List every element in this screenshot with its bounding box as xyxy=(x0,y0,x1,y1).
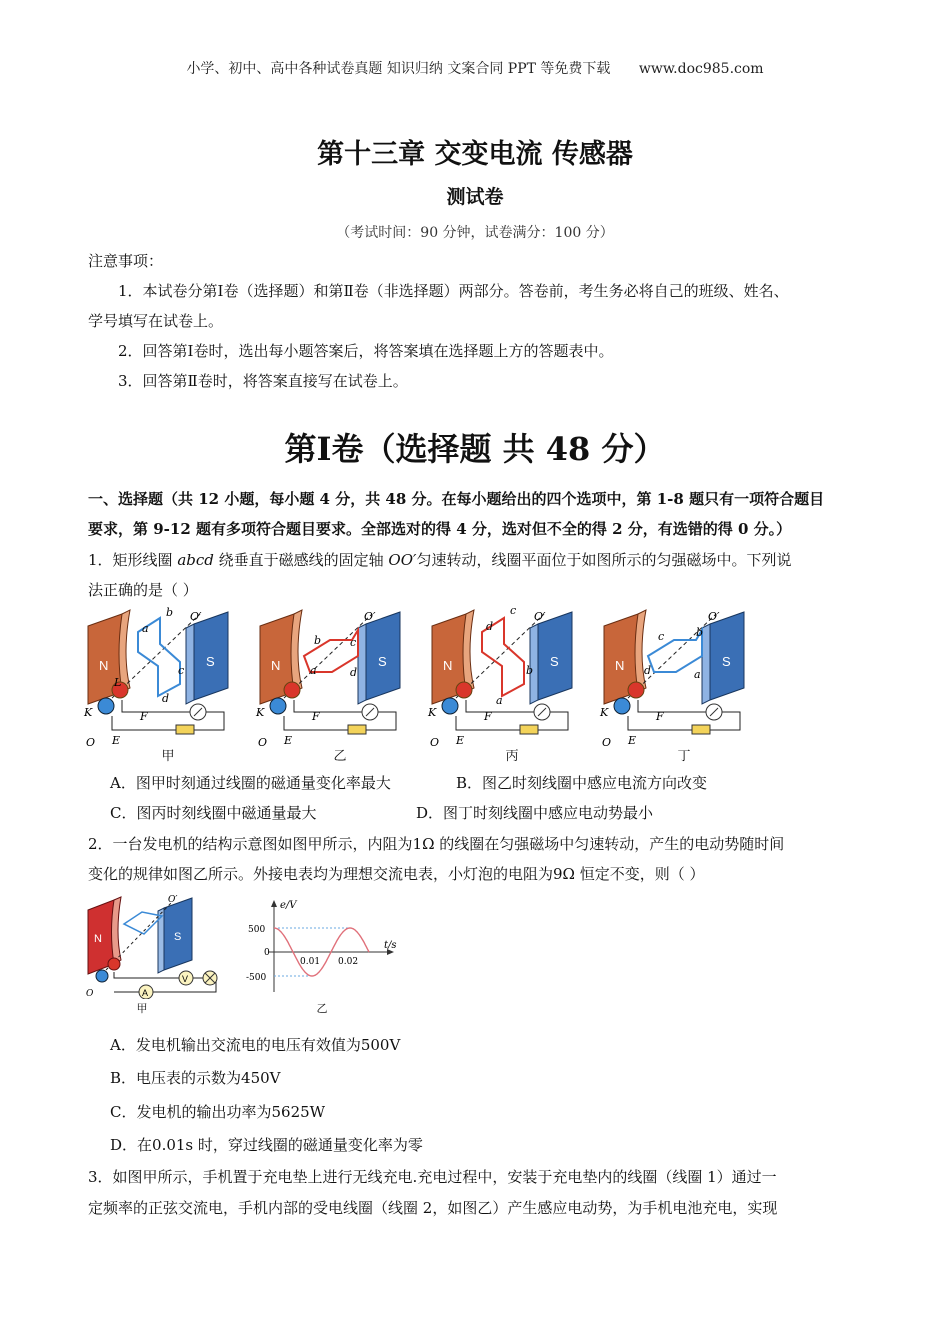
q1-text-b: 绕垂直于磁感线的固定轴 xyxy=(213,551,389,569)
svg-text:b: b xyxy=(314,634,322,647)
svg-text:E: E xyxy=(628,734,637,747)
q2-option-a: A．发电机输出交流电的电压有效值为500V xyxy=(110,1036,401,1054)
svg-text:O′: O′ xyxy=(708,610,720,623)
q1-stem-line-1 xyxy=(88,545,791,575)
svg-text:E: E xyxy=(284,734,293,747)
svg-text:V: V xyxy=(182,974,189,984)
svg-text:O: O xyxy=(86,736,96,749)
svg-text:E: E xyxy=(456,734,465,747)
x-axis-label: t/s xyxy=(384,940,397,951)
q1-option-d: D．图丁时刻线圈中感应电动势最小 xyxy=(416,804,654,822)
svg-text:d: d xyxy=(644,664,652,677)
q2-fig-label-a: 甲 xyxy=(136,1002,148,1015)
svg-text:c: c xyxy=(658,630,665,643)
svg-text:d: d xyxy=(162,692,170,705)
notice-item-2: 2．回答第Ⅰ卷时，选出每小题答案后，将答案填在选择题上方的答题表中。 xyxy=(118,342,614,360)
svg-text:F: F xyxy=(312,710,320,723)
q2-option-c: C．发电机的输出功率为5625W xyxy=(110,1103,326,1121)
q2-fig-label-b: 乙 xyxy=(316,1002,328,1015)
q2-option-b: B．电压表的示数为450V xyxy=(110,1069,281,1087)
svg-text:O: O xyxy=(430,736,440,749)
svg-text:a: a xyxy=(142,622,149,635)
q1-text-c: 匀速转动，线圈平面位于如图所示的匀强磁场中。下列说 xyxy=(416,551,792,569)
svg-text:O: O xyxy=(86,989,94,999)
section-title: 第Ⅰ卷（选择题 共 48 分） xyxy=(284,430,666,468)
svg-text:O′: O′ xyxy=(168,895,178,905)
header-url[interactable]: www.doc985.com xyxy=(638,61,764,77)
y-axis-arrow xyxy=(271,900,277,907)
q1-stem-line-2: 法正确的是（ ） xyxy=(88,581,198,599)
svg-text:L: L xyxy=(114,676,122,689)
q1-option-b: B．图乙时刻线圈中感应电流方向改变 xyxy=(456,774,708,792)
q1-text-a: 1．矩形线圈 xyxy=(88,551,178,569)
y-tick-neg500: -500 xyxy=(246,973,267,983)
y-tick-500: 500 xyxy=(248,925,266,935)
q1-fig-label-3: 丙 xyxy=(505,749,519,764)
svg-text:O′: O′ xyxy=(190,610,202,623)
q2-stem-line-1: 2．一台发电机的结构示意图如图甲所示，内阻为1Ω 的线圈在匀强磁场中匀速转动，产生的电动势随时间 xyxy=(88,835,785,853)
svg-text:K: K xyxy=(600,706,609,719)
svg-text:a: a xyxy=(310,664,317,677)
instructions-line-1: 一、选择题（共 12 小题，每小题 4 分，共 48 分。在每小题给出的四个选项中，第 1-8 题只有一项符合题目 xyxy=(88,490,825,508)
svg-text:O′: O′ xyxy=(534,610,546,623)
q1-option-a: A．图甲时刻通过线圈的磁通量变化率最大 xyxy=(110,774,391,792)
q1-option-c: C．图丙时刻线圈中磁通量最大 xyxy=(110,804,317,822)
svg-text:A: A xyxy=(142,988,149,998)
q1-fig-label-4: 丁 xyxy=(677,749,691,764)
q1-var-axis: OO′ xyxy=(388,551,417,569)
svg-text:c: c xyxy=(510,604,517,617)
svg-text:N: N xyxy=(94,933,102,945)
q1-fig-label-1: 甲 xyxy=(161,749,175,764)
q2-stem-line-2: 变化的规律如图乙所示。外接电表均为理想交流电表，小灯泡的电阻为9Ω 恒定不变，则（ ） xyxy=(88,865,705,883)
q1-var-abcd: abcd xyxy=(177,551,214,569)
notice-heading: 注意事项： xyxy=(88,252,164,270)
svg-text:O: O xyxy=(258,736,268,749)
svg-text:b: b xyxy=(526,664,534,677)
svg-text:F: F xyxy=(140,710,148,723)
header-text: 小学、初中、高中各种试卷真题 知识归纳 文案合同 PPT 等免费下载 xyxy=(186,61,611,77)
svg-text:d: d xyxy=(350,666,358,679)
q2-emf-chart xyxy=(244,896,404,996)
q1-fig-label-2: 乙 xyxy=(333,749,347,764)
svg-text:O: O xyxy=(602,736,612,749)
svg-text:F: F xyxy=(484,710,492,723)
y-tick-0: 0 xyxy=(264,948,270,958)
svg-text:d: d xyxy=(486,620,494,633)
q3-stem-line-2: 定频率的正弦交流电，手机内部的受电线圈（线圈 2，如图乙）产生感应电动势，为手机电池充电，实现 xyxy=(88,1199,778,1217)
svg-text:K: K xyxy=(428,706,437,719)
q2-generator-figure xyxy=(84,894,234,999)
svg-text:K: K xyxy=(84,706,93,719)
q1-figures xyxy=(82,604,762,764)
notice-item-1-cont: 学号填写在试卷上。 xyxy=(88,312,224,330)
notice-item-3: 3．回答第Ⅱ卷时，将答案直接写在试卷上。 xyxy=(118,372,408,390)
svg-text:S: S xyxy=(174,931,182,943)
svg-text:a: a xyxy=(694,668,701,681)
svg-text:K: K xyxy=(256,706,265,719)
q3-stem-line-1: 3．如图甲所示，手机置于充电垫上进行无线充电.充电过程中，安装于充电垫内的线圈（线圈 1）通过一 xyxy=(88,1168,777,1186)
svg-text:O′: O′ xyxy=(364,610,376,623)
page-header xyxy=(0,58,950,78)
svg-text:c: c xyxy=(178,664,185,677)
x-tick-0-01: 0.01 xyxy=(300,957,321,967)
svg-text:E: E xyxy=(112,734,121,747)
svg-text:F: F xyxy=(656,710,664,723)
exam-info: （考试时间：90 分钟，试卷满分：100 分） xyxy=(336,225,614,241)
svg-text:b: b xyxy=(166,606,174,619)
svg-text:a: a xyxy=(496,694,503,707)
instructions-line-2: 要求，第 9-12 题有多项符合题目要求。全部选对的得 4 分，选对但不全的得 2 分，有选错的得 0 分。） xyxy=(88,520,792,538)
svg-text:b: b xyxy=(696,626,704,639)
q2-option-d: D．在0.01s 时，穿过线圈的磁通量变化率为零 xyxy=(110,1136,423,1154)
page-title: 第十三章 交变电流 传感器 xyxy=(317,139,633,170)
notice-item-1: 1．本试卷分第Ⅰ卷（选择题）和第Ⅱ卷（非选择题）两部分。答卷前，考生务必将自己的班级、姓名、 xyxy=(118,282,789,300)
svg-text:c: c xyxy=(350,636,357,649)
page-subtitle: 测试卷 xyxy=(446,186,504,208)
y-axis-label: e/V xyxy=(280,900,297,911)
x-tick-0-02: 0.02 xyxy=(338,957,359,967)
